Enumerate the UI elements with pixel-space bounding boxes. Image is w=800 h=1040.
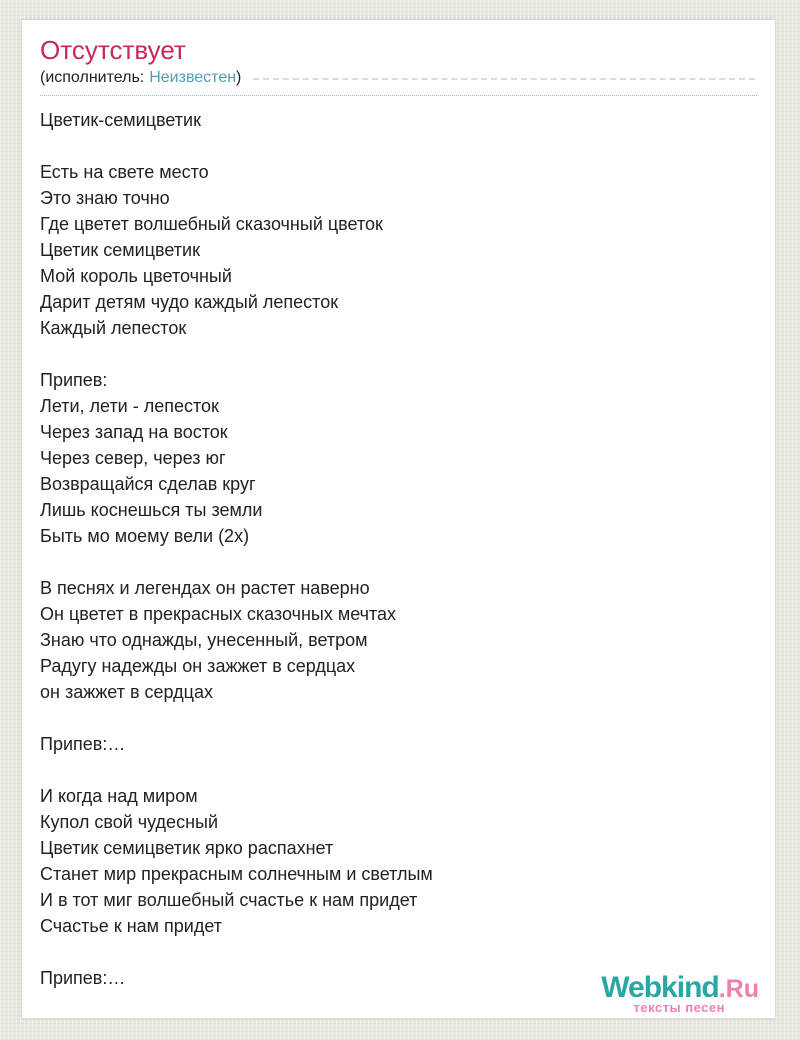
artist-link[interactable]: Неизвестен (149, 69, 237, 86)
lyric-line: Радугу надежды он зажжет в сердцах (40, 656, 356, 676)
site-logo[interactable] (601, 973, 759, 1014)
lyric-line: Лишь коснешься ты земли (40, 500, 263, 520)
lyric-line: Он цветет в прекрасных сказочных мечтах (40, 604, 397, 624)
content-card (22, 20, 775, 1018)
lyric-line (40, 549, 757, 575)
lyric-line: Быть мо моему вели (2х) (40, 526, 250, 546)
page-title: Отсутствует (40, 35, 186, 65)
lyric-line (40, 939, 757, 965)
artist-label: (исполнитель: (40, 69, 145, 86)
lyric-line: Мой король цветочный (40, 266, 232, 286)
lyric-line: Припев:… (40, 734, 126, 754)
lyric-line: Цветик-семицветик (40, 110, 201, 130)
lyric-line: Припев: (40, 370, 108, 390)
lyric-line: Есть на свете место (40, 162, 209, 182)
lyric-line: И когда над миром (40, 786, 198, 806)
lyric-line: Цветик семицветик ярко распахнет (40, 838, 334, 858)
artist-close-paren: ) (236, 69, 242, 86)
lyric-line: В песнях и легендах он растет наверно (40, 578, 370, 598)
lyric-line: Станет мир прекрасным солнечным и светлым (40, 864, 433, 884)
lyric-line (40, 705, 757, 731)
lyric-line: И в тот миг волшебный счастье к нам придет (40, 890, 418, 910)
lyric-line (40, 341, 757, 367)
lyric-line: Счастье к нам придет (40, 916, 222, 936)
lyric-line: Цветик семицветик (40, 240, 200, 260)
lyric-line: Через запад на восток (40, 422, 228, 442)
lyric-line: Купол свой чудесный (40, 812, 219, 832)
dashed-filler-line (253, 78, 755, 80)
lyric-line: Знаю что однажды, унесенный, ветром (40, 630, 368, 650)
lyric-line: Это знаю точно (40, 188, 170, 208)
lyric-line (40, 757, 757, 783)
lyric-line: Где цветет волшебный сказочный цветок (40, 214, 383, 234)
lyric-line: Дарит детям чудо каждый лепесток (40, 292, 339, 312)
logo-tagline: тексты песен (633, 1000, 725, 1015)
logo-webkind-text: Webkind (601, 971, 719, 1004)
logo-ru-text: .Ru (718, 975, 759, 1003)
lyrics-block (40, 107, 757, 991)
lyric-line: Возвращайся сделав круг (40, 474, 256, 494)
lyric-line: Лети, лети - лепесток (40, 396, 219, 416)
lyric-line: Через север, через юг (40, 448, 226, 468)
lyric-line: Каждый лепесток (40, 318, 187, 338)
lyric-line: он зажжет в сердцах (40, 682, 213, 702)
artist-line (40, 68, 757, 96)
lyric-line: Припев:… (40, 968, 126, 988)
lyric-line (40, 133, 757, 159)
